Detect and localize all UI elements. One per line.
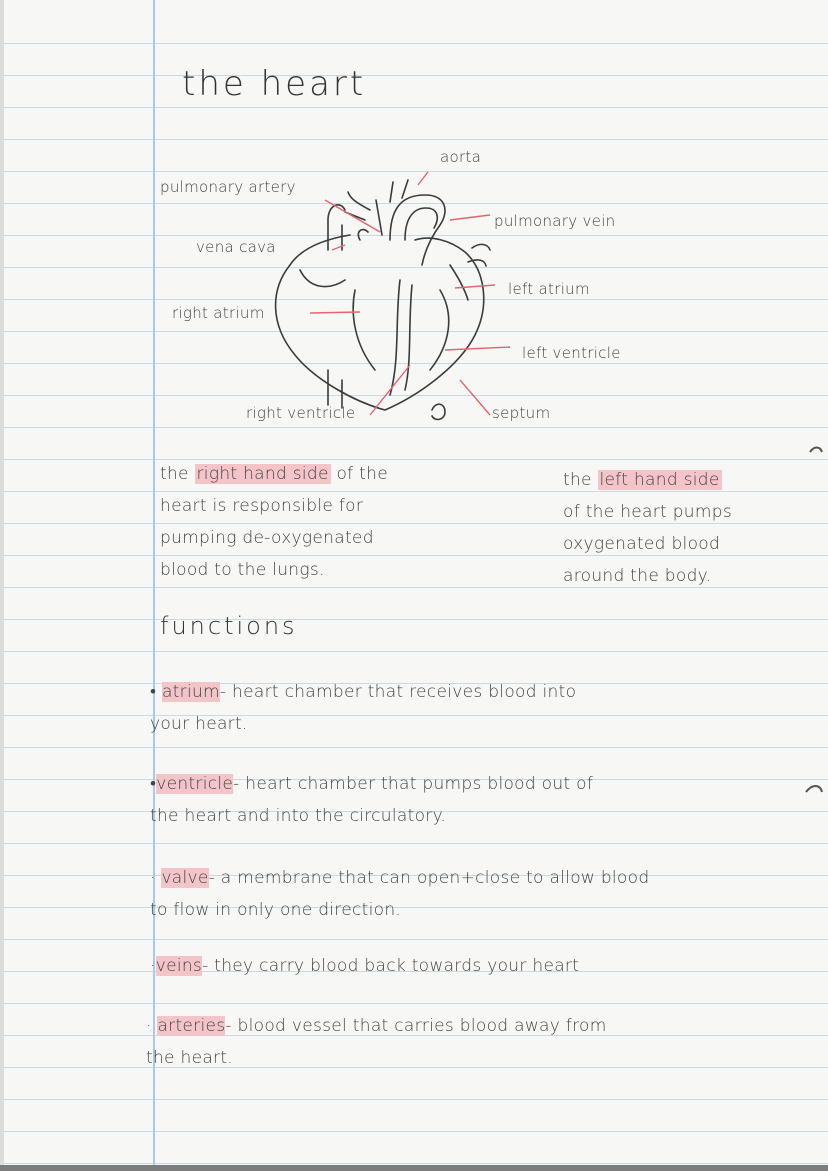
- label-vena-cava: vena cava: [196, 238, 276, 256]
- right-side-line-3: pumping de-oxygenated: [160, 528, 374, 548]
- left-side-line-3: oxygenated blood: [563, 534, 721, 554]
- function-item-arteries: · arteries- blood vessel that carries blood away from the heart.: [146, 1016, 607, 1068]
- left-side-line-2: of the heart pumps: [563, 502, 732, 522]
- label-left-atrium: left atrium: [508, 280, 590, 298]
- heart-outline: [276, 235, 484, 410]
- label-septum: septum: [492, 404, 551, 422]
- left-side-line-4: around the body.: [563, 566, 712, 586]
- page-curl-marks: [798, 440, 828, 800]
- right-side-paragraph: [160, 458, 388, 586]
- left-side-highlight: left hand side: [599, 470, 720, 490]
- left-side-paragraph: [563, 464, 732, 592]
- label-right-ventricle: right ventricle: [246, 404, 356, 422]
- septum-shape: [390, 280, 412, 395]
- paper-bottom-edge: [0, 1165, 828, 1171]
- right-side-line-1: the right hand side of the: [160, 464, 388, 484]
- label-pulmonary-artery: pulmonary artery: [160, 178, 296, 196]
- left-side-line-1: the left hand side: [563, 470, 720, 490]
- functions-heading: functions: [160, 612, 298, 640]
- right-side-highlight: right hand side: [196, 464, 329, 484]
- function-item-valve: · valve- a membrane that can open+close to allow blood to flow in only one direction.: [150, 868, 650, 920]
- right-side-line-4: blood to the lungs.: [160, 560, 325, 580]
- term-valve: valve: [161, 868, 209, 888]
- term-veins: veins: [155, 956, 203, 976]
- vena-cava-shape: [328, 205, 345, 250]
- label-right-atrium: right atrium: [172, 304, 265, 322]
- label-aorta: aorta: [440, 148, 482, 166]
- label-pulmonary-vein: pulmonary vein: [494, 212, 616, 230]
- paper-left-edge: [0, 0, 4, 1171]
- right-side-line-2: heart is responsible for: [160, 496, 364, 516]
- term-arteries: arteries: [157, 1016, 226, 1036]
- function-item-ventricle: •ventricle- heart chamber that pumps blood out of the heart and into the circulatory.: [150, 774, 594, 826]
- function-item-veins: ·veins- they carry blood back towards your heart: [150, 956, 580, 976]
- page-title: the heart: [182, 64, 367, 104]
- term-ventricle: ventricle: [156, 774, 234, 794]
- aorta-shape: [390, 195, 445, 265]
- label-left-ventricle: left ventricle: [522, 344, 621, 362]
- function-item-atrium: • atrium- heart chamber that receives blood into your heart.: [150, 682, 577, 734]
- term-atrium: atrium: [161, 682, 220, 702]
